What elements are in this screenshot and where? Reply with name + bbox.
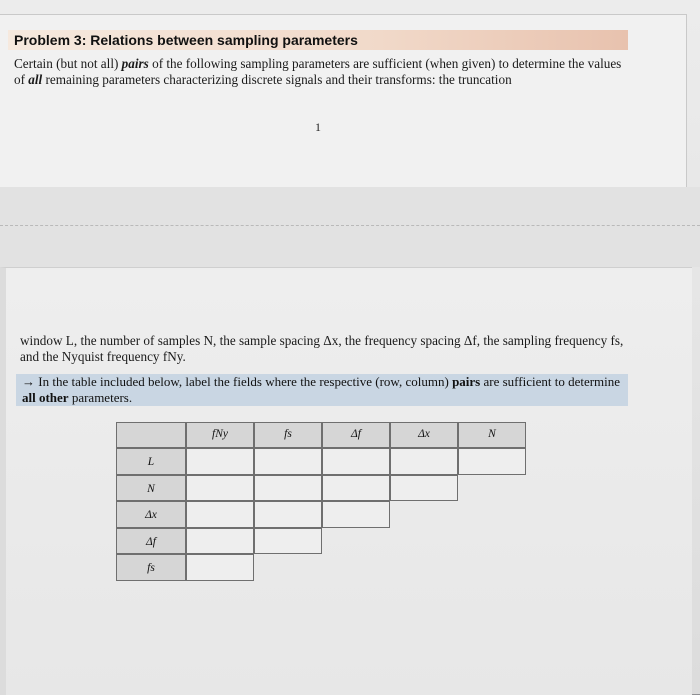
intro-paragraph: Certain (but not all) pairs of the following sampling parameters are sufficient (when given) to determine the values of all remaining parameters characterizing discrete signals and their transforms: the truncation	[14, 56, 622, 87]
column-header: fNy	[186, 422, 254, 448]
table-cell[interactable]	[322, 501, 390, 528]
continuation-paragraph: window L, the number of samples N, the sample spacing Δx, the frequency spacing Δf, the sampling frequency fs, and the Nyquist frequency fNy.	[20, 333, 624, 364]
table-cell[interactable]	[254, 475, 322, 502]
column-header: Δx	[390, 422, 458, 448]
row-header: fs	[116, 554, 186, 581]
table-cell[interactable]	[458, 448, 526, 475]
problem-title: Problem 3: Relations between sampling parameters	[14, 32, 358, 48]
column-header: N	[458, 422, 526, 448]
table-cell[interactable]	[186, 554, 254, 581]
instruction-text: → In the table included below, label the fields where the respective (row, column) pairs are sufficient to determine all other parameters.	[22, 374, 621, 405]
page-break	[0, 187, 700, 267]
table-cell[interactable]	[322, 475, 390, 502]
table-cell[interactable]	[390, 448, 458, 475]
table-corner-cell	[116, 422, 186, 448]
table-cell[interactable]	[186, 528, 254, 555]
row-header: L	[116, 448, 186, 475]
column-header: Δf	[322, 422, 390, 448]
table-cell[interactable]	[390, 475, 458, 502]
page-number: 1	[315, 120, 321, 134]
table-cell[interactable]	[186, 448, 254, 475]
table-cell[interactable]	[186, 475, 254, 502]
row-header: N	[116, 475, 186, 502]
page-break-line	[0, 225, 700, 226]
table-cell[interactable]	[254, 501, 322, 528]
row-header: Δf	[116, 528, 186, 555]
column-header: fs	[254, 422, 322, 448]
table-cell[interactable]	[322, 448, 390, 475]
row-header: Δx	[116, 501, 186, 528]
table-cell[interactable]	[186, 501, 254, 528]
table-cell[interactable]	[254, 528, 322, 555]
table-cell[interactable]	[254, 448, 322, 475]
